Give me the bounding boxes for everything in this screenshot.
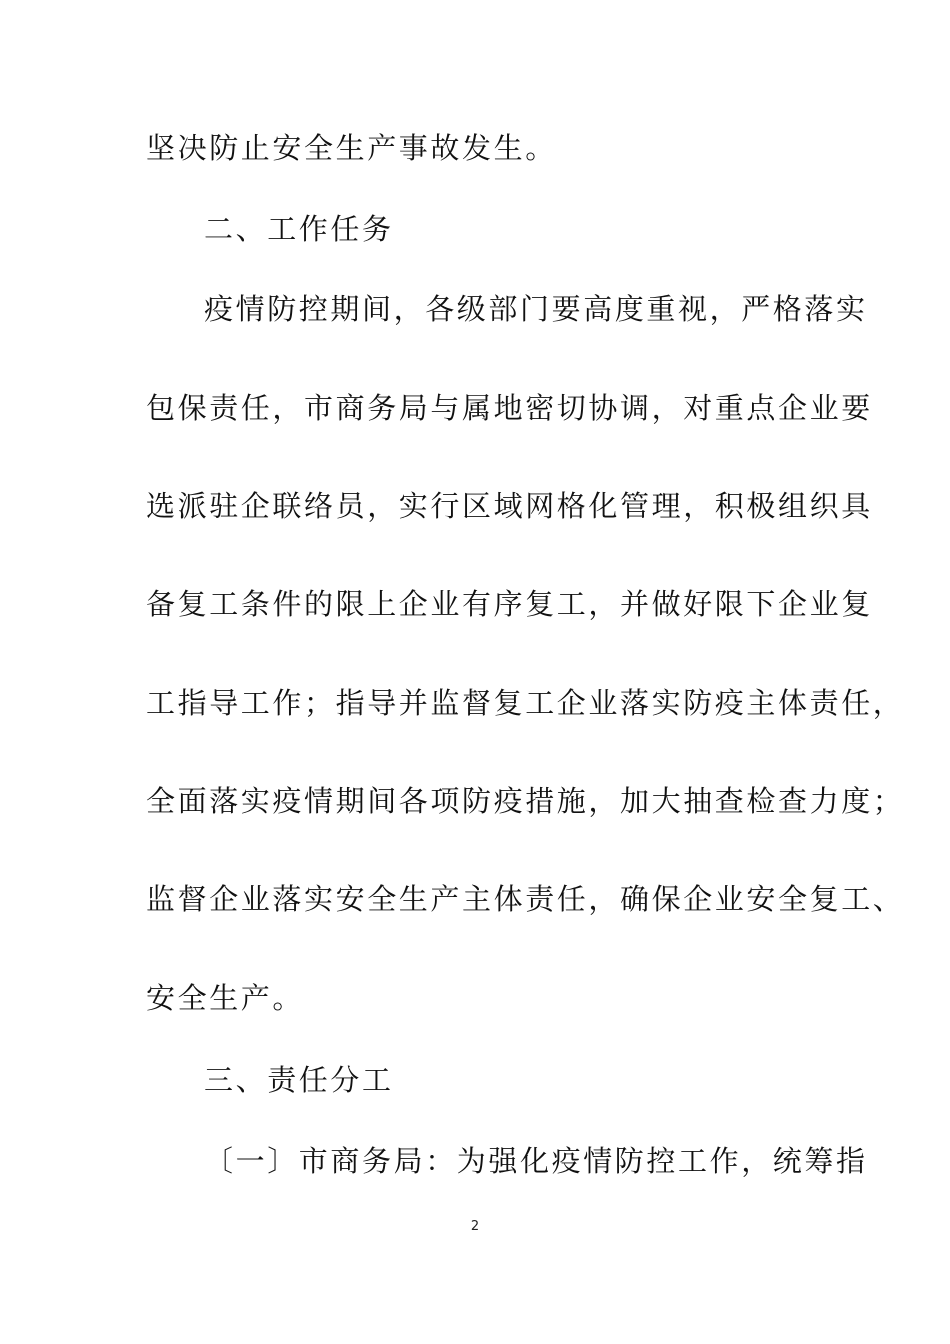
section-heading: 三、责任分工 [204,1063,394,1097]
body-text-line: 安全生产。 [146,981,305,1015]
section-heading: 二、工作任务 [204,212,394,246]
body-text-line: 选派驻企联络员，实行区域网格化管理，积极组织具 [146,489,873,523]
body-text-line: 备复工条件的限上企业有序复工，并做好限下企业复 [146,587,873,621]
body-text-line: 疫情防控期间，各级部门要高度重视，严格落实 [204,292,868,326]
body-text-line: 〔一〕市商务局：为强化疫情防控工作，统筹指 [204,1144,868,1178]
body-text-line: 监督企业落实安全生产主体责任，确保企业安全复工、 [146,882,905,916]
body-text-line: 包保责任，市商务局与属地密切协调，对重点企业要 [146,391,873,425]
page-number: 2 [470,1219,480,1234]
body-text-line: 工指导工作；指导并监督复工企业落实防疫主体责任， [146,686,905,720]
body-text-line: 坚决防止安全生产事故发生。 [146,131,557,165]
body-text-line: 全面落实疫情期间各项防疫措施，加大抽查检查力度； [146,784,905,818]
